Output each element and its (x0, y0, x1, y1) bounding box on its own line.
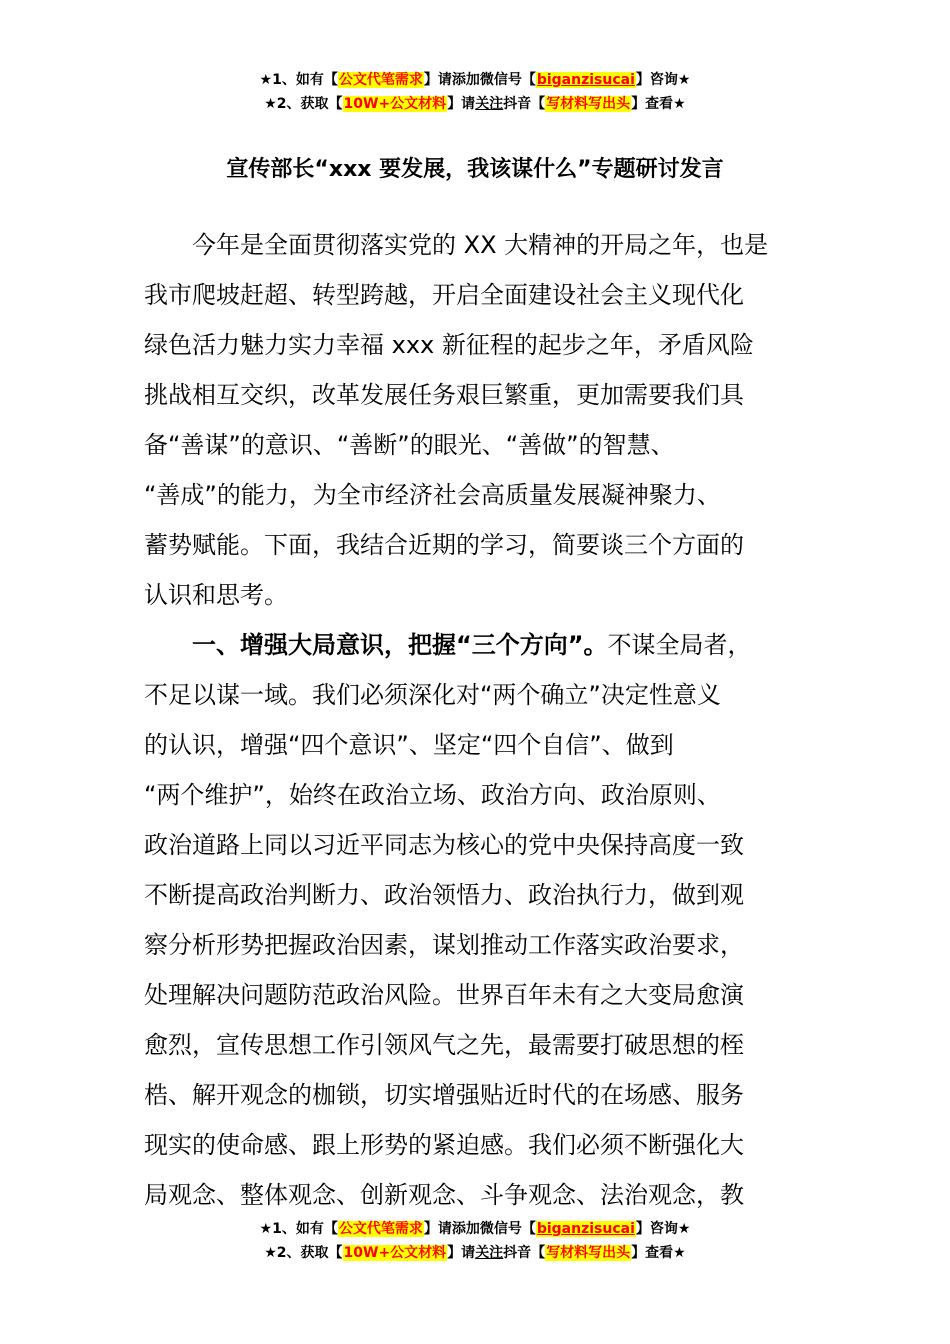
text-line: 认识和思考。 (144, 581, 288, 609)
text-line: 愈烈，宣传思想工作引领风气之先，最需要打破思想的桎 (144, 1031, 744, 1059)
highlight-service: 公文代笔需求 (338, 72, 423, 88)
text-line: 现实的使命感、跟上形势的紧迫感。我们必须不断强化大 (144, 1131, 744, 1159)
text-line: “两个维护”，始终在政治立场、政治方向、政治原则、 (144, 781, 721, 809)
highlight-douyin: 写材料写出头 (546, 1245, 631, 1261)
text-line: 的认识，增强“四个意识”、坚定“四个自信”、做到 (144, 731, 674, 759)
text-line: 一、增强大局意识，把握“三个方向”。不谋全局者， (192, 631, 752, 659)
text-line: 察分析形势把握政治因素，谋划推动工作落实政治要求， (144, 931, 744, 959)
wechat-id-link[interactable]: biganzisucai (536, 72, 635, 88)
wechat-id-link[interactable]: biganzisucai (536, 1221, 635, 1237)
text-line: 绿色活力魅力实力幸福 xxx 新征程的起步之年，矛盾风险 (144, 331, 754, 359)
document-title: 宣传部长“xxx 要发展，我该谋什么”专题研讨发言 (226, 157, 724, 182)
highlight-materials: 10W+公文材料 (343, 1245, 447, 1261)
promo-line-2: ★2、获取【10W+公文材料】请关注抖音【写材料写出头】查看★ (264, 96, 686, 112)
promo-line-2: ★2、获取【10W+公文材料】请关注抖音【写材料写出头】查看★ (264, 1245, 686, 1261)
text-line: 挑战相互交织，改革发展任务艰巨繁重，更加需要我们具 (144, 381, 744, 409)
text-line: 备“善谋”的意识、“善断”的眼光、“善做”的智慧、 (144, 431, 675, 459)
paragraph-intro (144, 220, 834, 1220)
text-line: 不断提高政治判断力、政治领悟力、政治执行力，做到观 (144, 881, 744, 909)
promo-banner-bottom (0, 1217, 950, 1265)
promo-line-1: ★1、如有【公文代笔需求】请添加微信号【biganzisucai】咨询★ (259, 1221, 691, 1237)
text-line: 我市爬坡赶超、转型跨越，开启全面建设社会主义现代化 (144, 281, 744, 309)
text-line: 局观念、整体观念、创新观念、斗争观念、法治观念，教 (144, 1181, 744, 1209)
promo-banner-top (0, 68, 950, 116)
text-line: 蓄势赋能。下面，我结合近期的学习，简要谈三个方面的 (144, 531, 744, 559)
highlight-materials: 10W+公文材料 (343, 96, 447, 112)
text-line: 不足以谋一域。我们必须深化对“两个确立”决定性意义 (144, 681, 721, 709)
text-line: 处理解决问题防范政治风险。世界百年未有之大变局愈演 (144, 981, 744, 1009)
text-line: “善成”的能力，为全市经济社会高质量发展凝神聚力、 (144, 481, 721, 509)
follow-text: 关注 (475, 1245, 504, 1261)
section-heading: 一、增强大局意识，把握“三个方向”。 (192, 631, 608, 659)
text-line: 今年是全面贯彻落实党的 XX 大精神的开局之年，也是 (192, 231, 769, 259)
promo-line-1: ★1、如有【公文代笔需求】请添加微信号【biganzisucai】咨询★ (259, 72, 691, 88)
text-line: 政治道路上同以习近平同志为核心的党中央保持高度一致 (144, 831, 744, 859)
text-line: 梏、解开观念的枷锁，切实增强贴近时代的在场感、服务 (144, 1081, 744, 1109)
follow-text: 关注 (475, 96, 504, 112)
highlight-service: 公文代笔需求 (338, 1221, 423, 1237)
highlight-douyin: 写材料写出头 (546, 96, 631, 112)
